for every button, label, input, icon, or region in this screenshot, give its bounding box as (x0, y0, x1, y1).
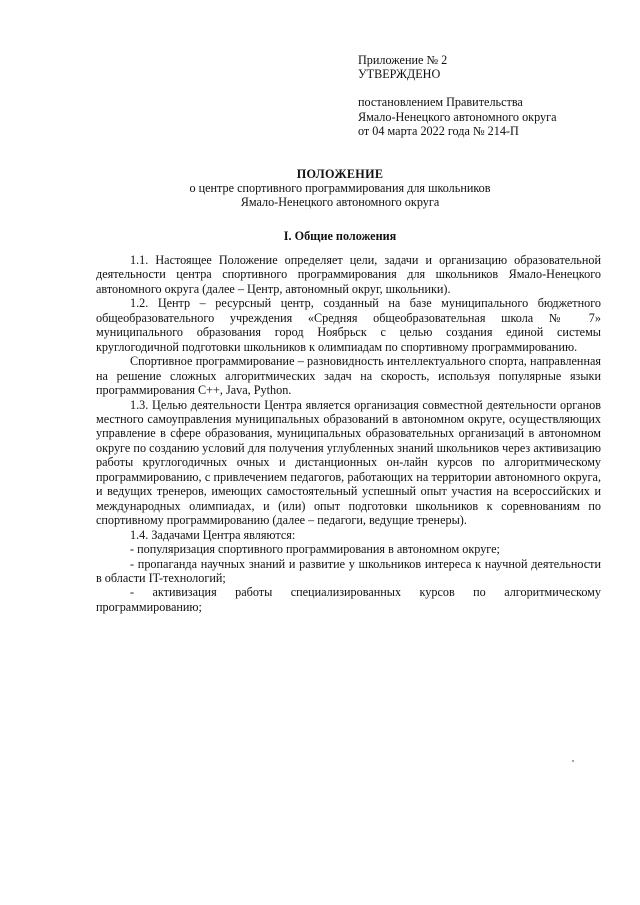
approval-line-1: постановлением Правительства (358, 95, 523, 110)
approval-block (358, 53, 628, 138)
scan-speck (572, 760, 574, 762)
paragraph-1-1: 1.1. Настоящее Положение определяет цели, задачи и организацию образовательной деятельности центра спортивного программирования для школьников Ямало-Ненецкого автономного округа (далее – Центр, автономный округ, школьники). (96, 253, 601, 296)
list-item: - активизация работы специализированных курсов по алгоритмическому программированию; (96, 585, 601, 614)
document-title: ПОЛОЖЕНИЕ (296, 167, 384, 181)
approval-line-2: Ямало-Ненецкого автономного округа (358, 109, 557, 124)
paragraph-1-3: 1.3. Целью деятельности Центра является организация совместной деятельности органов местного самоуправления муниципальных образований в автономном округе, осуществляющих управление в сфере образования, муниципальных образовательных организаций в автономном округе по созданию условий для получения углубленных знаний школьников через активизацию работы круглогодичных очных и дистанционных он-лайн курсов по алгоритмическому программированию, с привлечением педагогов, работающих на территории автономного округа, и ведущих тренеров, имеющих самостоятельный успешный опыт участия на всероссийских и международных олимпиадах, и (или) опыт подготовки школьников к соревнованиям по спортивному программированию (далее – педагоги, ведущие тренеры). (96, 397, 601, 528)
list-item: - пропаганда научных знаний и развитие у школьников интереса к научной деятельности в области IT-технологий; (96, 556, 601, 585)
document-title-block (80, 167, 600, 210)
document-subtitle-2: Ямало-Ненецкого автономного округа (240, 195, 440, 210)
paragraph-1-4: 1.4. Задачами Центра являются: (130, 527, 296, 542)
document-body (96, 253, 601, 614)
list-item: - популяризация спортивного программирования в автономном округе; (130, 542, 500, 557)
approved-stamp: УТВЕРЖДЕНО (358, 67, 441, 82)
document-subtitle-1: о центре спортивного программирования для школьников (189, 181, 491, 196)
annex-number: Приложение № 2 (358, 53, 448, 67)
approval-gap (358, 81, 628, 95)
section-heading: I. Общие положения (283, 229, 397, 243)
paragraph-1-2: 1.2. Центр – ресурсный центр, созданный на базе муниципального бюджетного общеобразовательного учреждения «Средняя общеобразовательная школа № 7» муниципального образования город Ноябрьск с целью создания единой системы круглогодичной подготовки школьников к олимпиадам по спортивному программированию. (96, 296, 601, 354)
paragraph-definition: Спортивное программирование – разновидность интеллектуального спорта, направленная на решение сложных алгоритмических задач на скорость, используя популярные языки программирования С++, Java, Python. (96, 354, 601, 398)
approval-line-3: от 04 марта 2022 года № 214-П (358, 123, 519, 138)
